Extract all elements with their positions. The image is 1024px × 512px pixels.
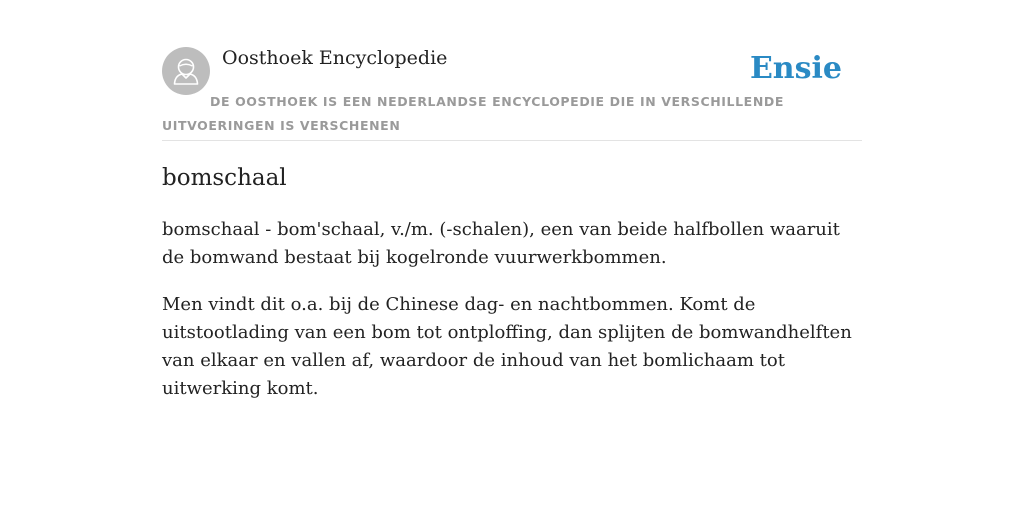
source-header — [162, 46, 862, 141]
entry-content — [162, 160, 862, 403]
avatar-silhouette — [162, 47, 210, 95]
user-avatar-icon[interactable] — [162, 47, 210, 95]
brand-logo[interactable]: Ensie — [749, 51, 842, 86]
entry-paragraph: bomschaal - bom'schaal, v./m. (-schalen), een van beide halfbollen waaruit de bomwand bestaat bij kogelronde vuurwerkbommen. — [162, 219, 840, 268]
source-description: DE OOSTHOEK IS EEN NEDERLANDSE ENCYCLOPEDIE DIE IN VERSCHILLENDE UITVOERINGEN IS VERSCHENEN — [162, 94, 784, 133]
source-title[interactable]: Oosthoek Encyclopedie — [222, 47, 448, 69]
entry-title: bomschaal — [162, 165, 287, 191]
entry-paragraph: Men vindt dit o.a. bij de Chinese dag- en nachtbommen. Komt de uitstootlading van een bom tot ontploffing, dan splijten de bomwandhelften van elkaar en vallen af, waardoor de inhoud van het bomlichaam tot uitwerking komt. — [162, 294, 852, 399]
